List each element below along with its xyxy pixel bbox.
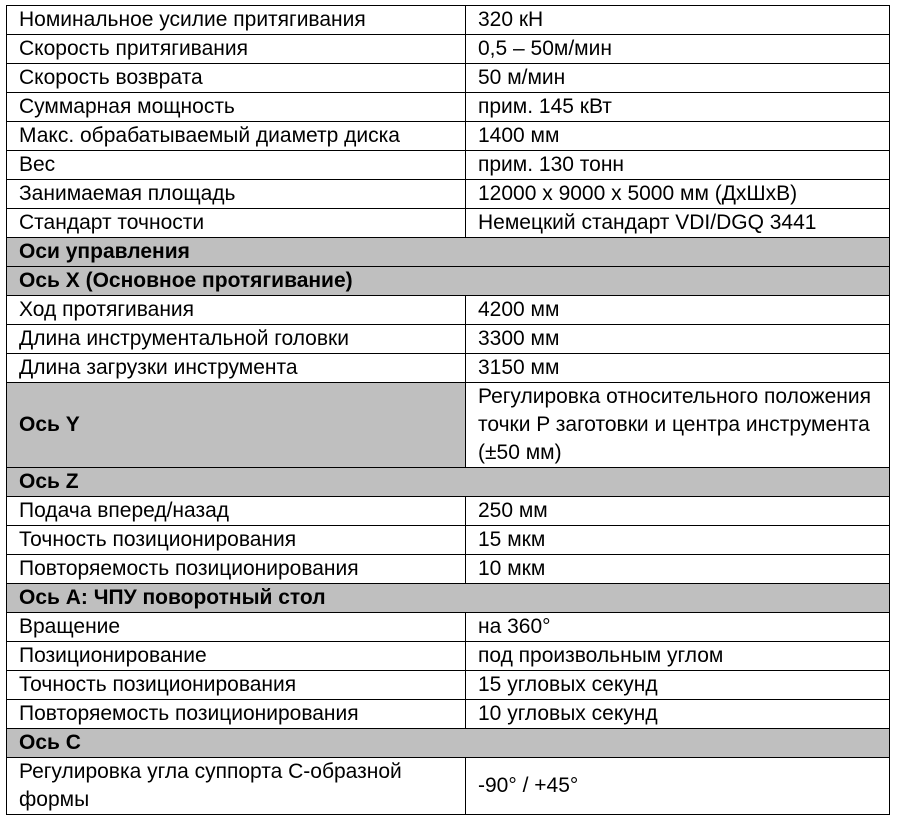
param-label: Длина загрузки инструмента	[7, 354, 466, 383]
param-label: Повторяемость позиционирования	[7, 555, 466, 584]
table-row	[7, 64, 890, 93]
param-label: Вращение	[7, 613, 466, 642]
param-label: Подача вперед/назад	[7, 497, 466, 526]
param-label: Макс. обрабатываемый диаметр диска	[7, 122, 466, 151]
section-header-row	[7, 729, 890, 758]
table-row	[7, 93, 890, 122]
table-row	[7, 671, 890, 700]
table-row	[7, 613, 890, 642]
param-value: 4200 мм	[466, 296, 890, 325]
table-row	[7, 151, 890, 180]
param-label: Регулировка угла суппорта С-образной формы	[7, 758, 466, 815]
section-header: Оси управления	[7, 238, 890, 267]
param-value: 10 мкм	[466, 555, 890, 584]
table-row	[7, 6, 890, 35]
section-header-row	[7, 468, 890, 497]
param-label: Позиционирование	[7, 642, 466, 671]
param-label: Повторяемость позиционирования	[7, 700, 466, 729]
table-row	[7, 296, 890, 325]
table-row	[7, 642, 890, 671]
param-value: 12000 x 9000 x 5000 мм (ДхШхВ)	[466, 180, 890, 209]
table-row	[7, 497, 890, 526]
param-value: 1400 мм	[466, 122, 890, 151]
param-label: Номинальное усилие притягивания	[7, 6, 466, 35]
param-value: 250 мм	[466, 497, 890, 526]
param-label: Точность позиционирования	[7, 671, 466, 700]
param-label: Суммарная мощность	[7, 93, 466, 122]
param-value: Немецкий стандарт VDI/DGQ 3441	[466, 209, 890, 238]
table-row	[7, 180, 890, 209]
param-value: прим. 145 кВт	[466, 93, 890, 122]
spec-table	[6, 5, 890, 815]
table-row	[7, 555, 890, 584]
param-value: 320 кН	[466, 6, 890, 35]
axis-y-row	[7, 383, 890, 468]
axis-y-label: Ось Y	[7, 383, 466, 468]
table-row	[7, 35, 890, 64]
axis-y-value: Регулировка относительного положения точки P заготовки и центра инструмента (±50 мм)	[466, 383, 890, 468]
section-header-row	[7, 584, 890, 613]
param-value: под произвольным углом	[466, 642, 890, 671]
param-value: 10 угловых секунд	[466, 700, 890, 729]
param-label: Стандарт точности	[7, 209, 466, 238]
param-value: -90° / +45°	[466, 758, 890, 815]
param-label: Ход протягивания	[7, 296, 466, 325]
param-label: Скорость притягивания	[7, 35, 466, 64]
table-row	[7, 209, 890, 238]
section-header: Ось С	[7, 729, 890, 758]
section-header: Ось Z	[7, 468, 890, 497]
table-row	[7, 122, 890, 151]
param-label: Длина инструментальной головки	[7, 325, 466, 354]
section-header-row	[7, 238, 890, 267]
param-value: 50 м/мин	[466, 64, 890, 93]
param-value: 0,5 – 50м/мин	[466, 35, 890, 64]
param-value: прим. 130 тонн	[466, 151, 890, 180]
param-label: Точность позиционирования	[7, 526, 466, 555]
param-label: Вес	[7, 151, 466, 180]
table-row	[7, 758, 890, 815]
param-value: на 360°	[466, 613, 890, 642]
table-row	[7, 354, 890, 383]
section-header: Ось А: ЧПУ поворотный стол	[7, 584, 890, 613]
section-header-row	[7, 267, 890, 296]
table-row	[7, 700, 890, 729]
param-value: 15 угловых секунд	[466, 671, 890, 700]
param-label: Занимаемая площадь	[7, 180, 466, 209]
param-value: 15 мкм	[466, 526, 890, 555]
table-row	[7, 526, 890, 555]
table-row	[7, 325, 890, 354]
param-value: 3150 мм	[466, 354, 890, 383]
section-header: Ось X (Основное протягивание)	[7, 267, 890, 296]
param-value: 3300 мм	[466, 325, 890, 354]
param-label: Скорость возврата	[7, 64, 466, 93]
